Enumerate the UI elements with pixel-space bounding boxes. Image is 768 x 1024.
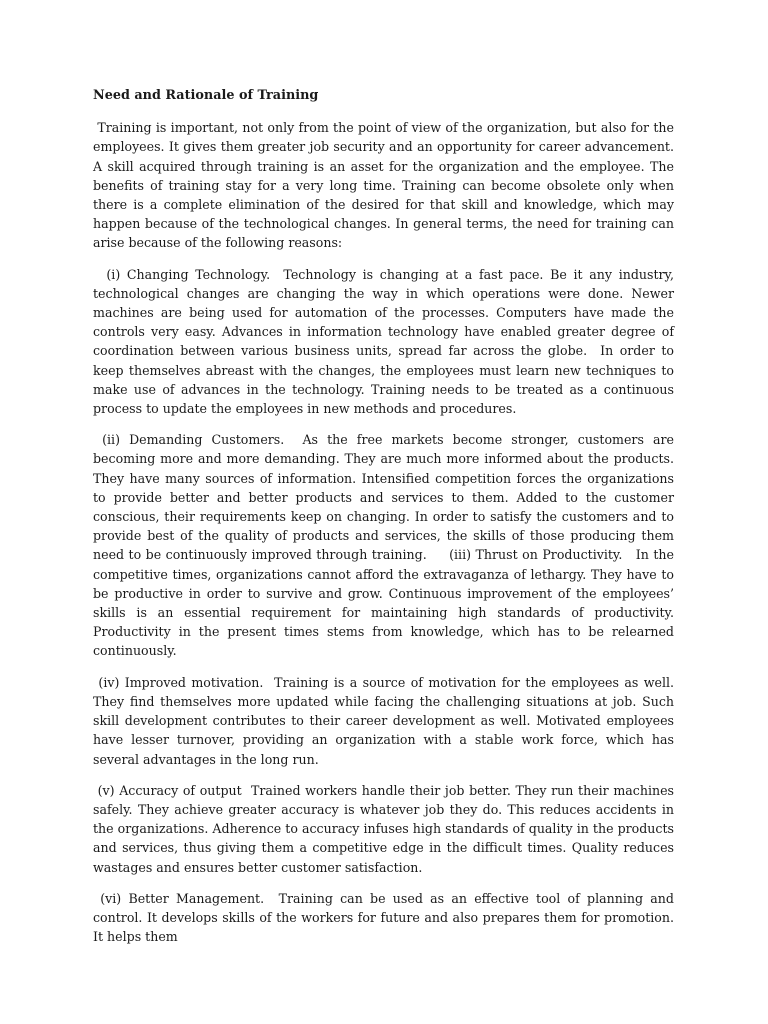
paragraph-demanding-customers: (ii) Demanding Customers. As the free markets become stronger, customers are becoming more and more demanding. They are much more informed about the products. They have many sources of information. Intensified competition forces the organizations to provide better and better products and services to them. Added to the customer conscious, their requirements keep on changing. In order to satisfy the customers and to provide best of the quality of products and services, the skills of those producing them need to be continuously improved through training. (iii) Thrust on Productivity. In the competitive times, organizations cannot afford the extravaganza of lethargy. They have to be productive in order to survive and grow. Continuous improvement of the employees’ skills is an essential requirement for maintaining high standards of productivity. Productivity in the present times stems from knowledge, which has to be relearned continuously. [93,432,679,659]
paragraph-changing-technology: (i) Changing Technology. Technology is changing at a fast pace. Be it any industry, technological changes are changing the way in which operations were done. Newer machines are being used for automation of the processes. Computers have made the controls very easy. Advances in information technology have enabled greater degree of coordination between various business units, spread far across the globe. In order to keep themselves abreast with the changes, the employees must learn new techniques to make use of advances in the technology. Training needs to be treated as a continuous process to update the employees in new methods and procedures. [93,266,679,417]
page-title: Need and Rationale of Training [93,88,319,103]
paragraph-better-management: (vi) Better Management. Training can be used as an effective tool of planning and control. It develops skills of the workers for future and also prepares them for promotion. It helps them [93,890,679,945]
paragraph-improved-motivation: (iv) Improved motivation. Training is a source of motivation for the employees as well. They find themselves more updated while facing the challenging situations at job. Such skill development contributes to their career development as well. Motivated employees have lesser turnover, providing an organization with a stable work force, which has several advantages in the long run. [93,674,679,767]
document-page [93,86,679,958]
paragraph-accuracy-of-output: (v) Accuracy of output Trained workers handle their job better. They run their machines safely. They achieve greater accuracy is whatever job they do. This reduces accidents in the organizations. Adherence to accuracy infuses high standards of quality in the products and services, thus giving them a competitive edge in the difficult times. Quality reduces wastages and ensures better customer satisfaction. [93,782,679,875]
intro-paragraph: Training is important, not only from the point of view of the organization, but also for the employees. It gives them greater job security and an opportunity for career advancement. A skill acquired through training is an asset for the organization and the employee. The benefits of training stay for a very long time. Training can become obsolete only when there is a complete elimination of the desired for that skill and knowledge, which may happen because of the technological changes. In general terms, the need for training can arise because of the following reasons: [93,120,679,251]
